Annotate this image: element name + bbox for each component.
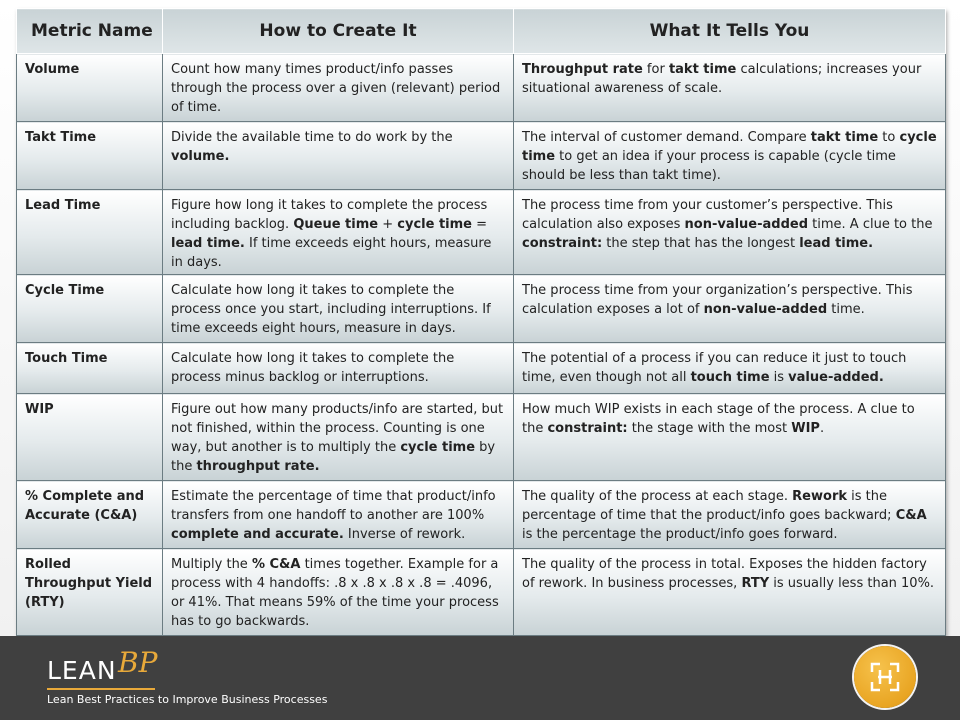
logo-bp-text: BP (118, 646, 158, 679)
how-to-create-cell: Figure how long it takes to complete the process including backlog. Queue time + cycle time = lead time. If time exceeds eight hours, measure in days. (163, 190, 514, 275)
table-row (17, 394, 946, 481)
table-row (17, 481, 946, 549)
how-to-create-cell: Figure out how many products/info are started, but not finished, within the process. Counting is one way, but another is to multiply the cycle time by the throughput rate. (163, 394, 514, 481)
what-it-tells-cell: The potential of a process if you can reduce it just to touch time, even though not all touch time is value-added. (514, 343, 946, 394)
metric-name-cell: Touch Time (17, 343, 163, 394)
table-row (17, 549, 946, 636)
header-what-it-tells: What It Tells You (514, 9, 946, 54)
table-row (17, 54, 946, 122)
leanbp-badge-icon (854, 646, 916, 708)
table-row (17, 190, 946, 275)
metric-name-cell: Rolled Throughput Yield (RTY) (17, 549, 163, 636)
metric-name-cell: % Complete and Accurate (C&A) (17, 481, 163, 549)
table-row (17, 122, 946, 190)
frame-corners-icon (854, 646, 916, 708)
how-to-create-cell: Calculate how long it takes to complete the process minus backlog or interruptions. (163, 343, 514, 394)
what-it-tells-cell: Throughput rate for takt time calculations; increases your situational awareness of scale. (514, 54, 946, 122)
metric-name-cell: Volume (17, 54, 163, 122)
footer-tagline: Lean Best Practices to Improve Business Processes (47, 693, 328, 706)
what-it-tells-cell: The quality of the process in total. Exposes the hidden factory of rework. In business processes, RTY is usually less than 10%. (514, 549, 946, 636)
metric-name-cell: WIP (17, 394, 163, 481)
table-row (17, 343, 946, 394)
metrics-table (16, 8, 946, 636)
header-how-to-create: How to Create It (163, 9, 514, 54)
logo-underline (47, 688, 155, 690)
what-it-tells-cell: The process time from your organization’s perspective. This calculation exposes a lot of non-value-added time. (514, 275, 946, 343)
how-to-create-cell: Divide the available time to do work by the volume. (163, 122, 514, 190)
what-it-tells-cell: The interval of customer demand. Compare takt time to cycle time to get an idea if your process is capable (cycle time should be less than takt time). (514, 122, 946, 190)
how-to-create-cell: Estimate the percentage of time that product/info transfers from one handoff to another are 100% complete and accurate. Inverse of rework. (163, 481, 514, 549)
what-it-tells-cell: The quality of the process at each stage. Rework is the percentage of time that the product/info goes backward; C&A is the percentage the product/info goes forward. (514, 481, 946, 549)
header-metric-name: Metric Name (17, 9, 163, 54)
how-to-create-cell: Count how many times product/info passes through the process over a given (relevant) period of time. (163, 54, 514, 122)
metric-name-cell: Lead Time (17, 190, 163, 275)
table-header-row (17, 9, 946, 54)
metrics-table-container (16, 8, 945, 636)
what-it-tells-cell: How much WIP exists in each stage of the process. A clue to the constraint: the stage with the most WIP. (514, 394, 946, 481)
logo-lean-text: LEAN (47, 656, 117, 685)
table-row (17, 275, 946, 343)
metric-name-cell: Takt Time (17, 122, 163, 190)
how-to-create-cell: Calculate how long it takes to complete the process once you start, including interruptions. If time exceeds eight hours, measure in days. (163, 275, 514, 343)
how-to-create-cell: Multiply the % C&A times together. Example for a process with 4 handoffs: .8 x .8 x .8 x .8 = .4096, or 41%. That means 59% of the time your process has to go backwards. (163, 549, 514, 636)
what-it-tells-cell: The process time from your customer’s perspective. This calculation also exposes non-value-added time. A clue to the constraint: the step that has the longest lead time. (514, 190, 946, 275)
metric-name-cell: Cycle Time (17, 275, 163, 343)
